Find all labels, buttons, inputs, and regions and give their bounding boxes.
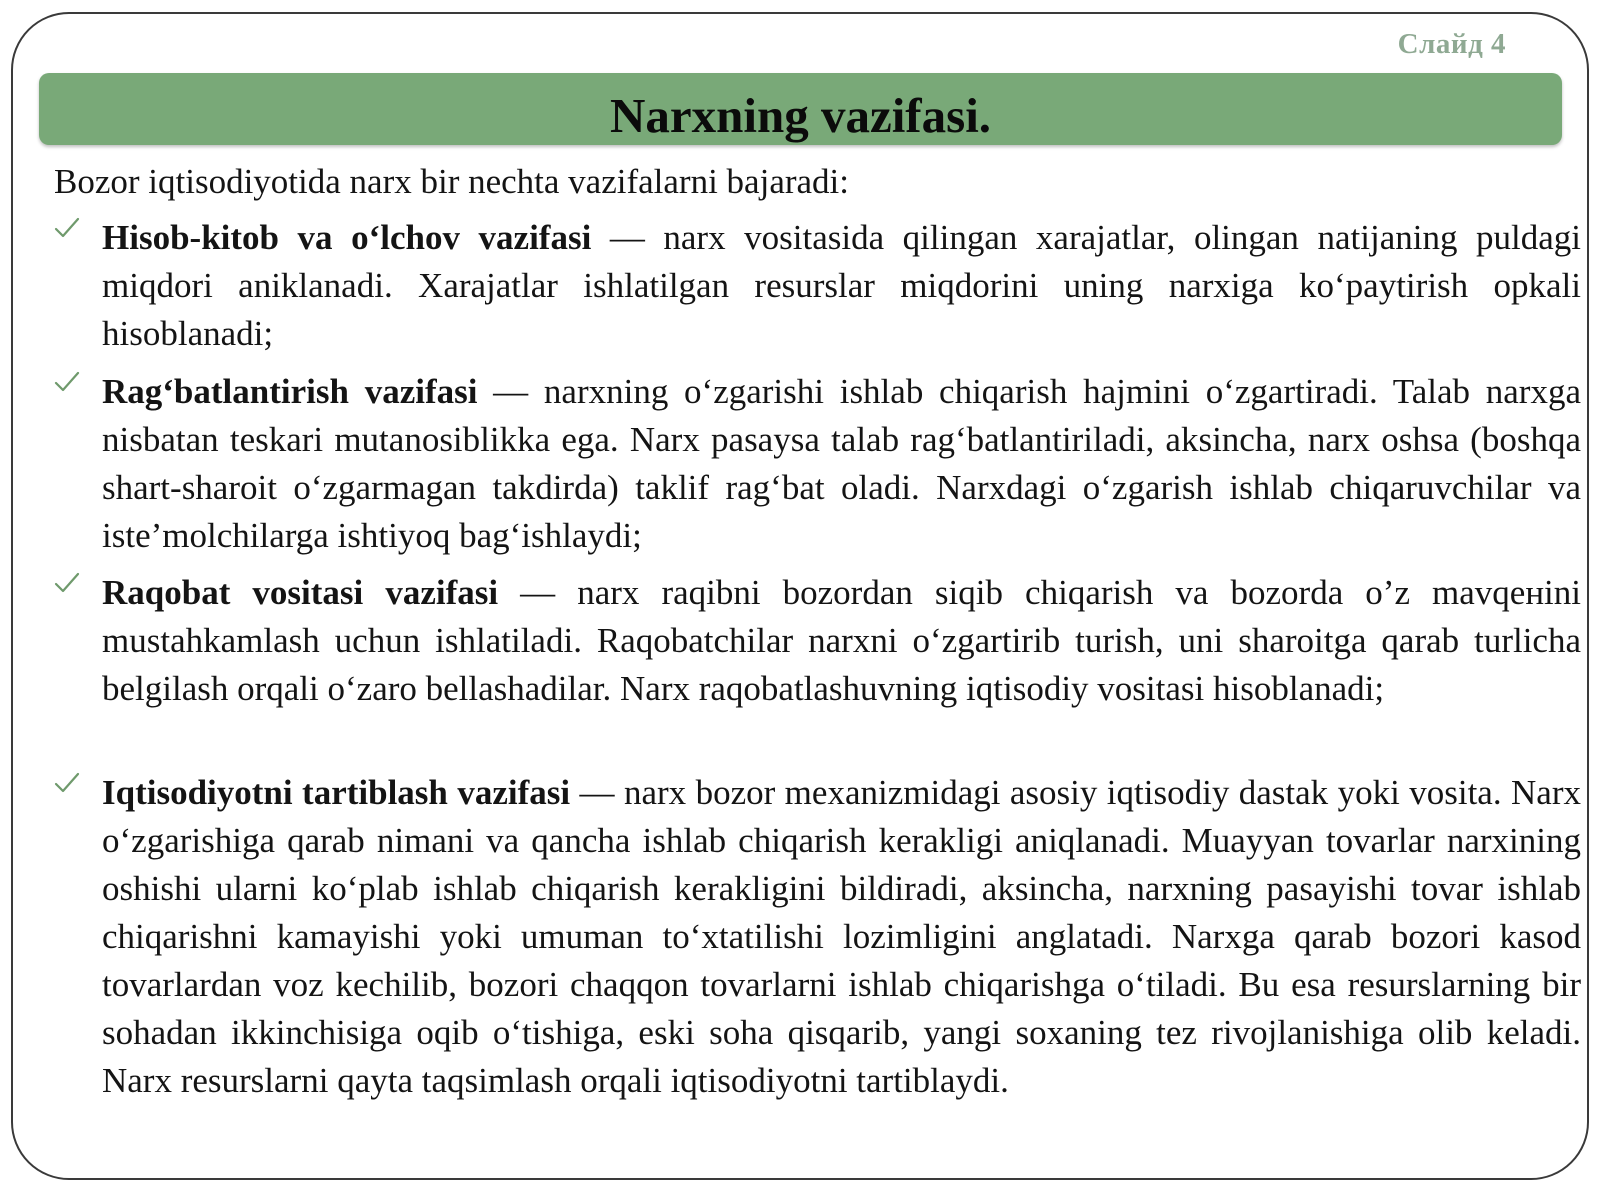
slide-title: Narxning vazifasi. [609,88,992,143]
item-term: Raqobat vositasi vazifasi [102,573,499,612]
list-item [102,368,1581,560]
check-icon [54,571,80,595]
item-text: — narx bozor mexanizmidagi asosiy iqtisodiy dastak yoki vosita. Narx o‘zgarishiga qarab nimani va qancha ishlab chiqarish kerakligi aniqlanadi. Muayyan tovarlar narxining oshishi ularni ko‘plab ishlab chiqarish kerakligini bildiradi, aksincha, narxning pasayishi tovar ishlab chiqarishni kamayishi yoki umuman to‘xtatilishi lozimligini anglatadi. Narxga qarab bozori kasod tovarlardan voz kechilib, bozori chaqqon tovarlarni ishlab chiqarishga o‘tiladi. Bu esa resurslarning bir sohadan ikkinchisiga oqib o‘tishiga, eski soha qisqarib, yangi soxaning tez rivojlanishiga olib keladi. Narx resurslarni qayta taqsimlash orqali iqtisodiyotni tartiblaydi. [102,773,1581,1100]
check-icon [54,216,80,240]
slide-number: Слайд 4 [1397,28,1506,60]
check-icon [54,771,80,795]
intro-text: Bozor iqtisodiyotida narx bir nechta vazifalarni bajaradi: [54,162,849,201]
list-item [102,769,1581,1105]
title-bar [39,73,1562,145]
item-term: Hisob-kitob va o‘lchov vazifasi [102,218,592,257]
item-text: — narx vositasida qilingan xarajatlar, olingan natijaning puldagi miqdori aniklanadi. Xarajatlar ishlatilgan resurslar miqdorini uning narxiga ko‘paytirish opkali hisoblanadi; [102,218,1581,353]
check-icon [54,370,80,394]
list-item [102,214,1581,358]
item-text: — narxning o‘zgarishi ishlab chiqarish hajmini o‘zgartiradi. Talab narxga nisbatan teskari mutanosiblikka ega. Narx pasaysa talab rag‘batlantiriladi, aksincha, narx oshsa (boshqa shart-sharoit o‘zgarmagan takdirda) taklif rag‘bat oladi. Narxdagi o‘zgarish ishlab chiqaruvchilar va iste’molchilarga ishtiyoq bag‘ishlaydi; [102,372,1581,555]
item-text: — narx raqibni bozordan siqib chiqarish va bozorda o’z mavqeнini mustahkamlash uchun ishlatiladi. Raqobatchilar narxni o‘zgartirib turish, uni sharoitga qarab turlicha belgilash orqali o‘zaro bellashadilar. Narx raqobatlashuvning iqtisodiy vositasi hisoblanadi; [102,573,1582,708]
item-term: Rag‘batlantirish vazifasi [102,372,478,411]
item-term: Iqtisodiyotni tartiblash vazifasi [102,773,571,812]
list-item [102,569,1581,713]
